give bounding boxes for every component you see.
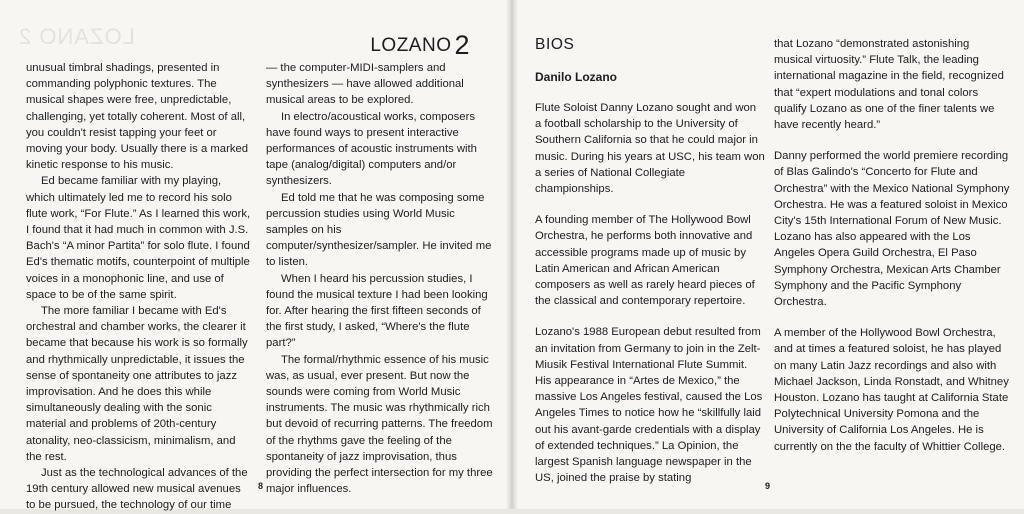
- paragraph: The more familiar I became with Ed's orchestral and chamber works, the clearer it became that because his work is so formally and rhythmically unpredictable, it issues the sense of spontaneity one attributes to jazz improvisation. And he does this while simultaneously dealing with the sonic material and problems of 20th-century atonality, neo-classicism, minimalism, and the rest.: [26, 305, 248, 463]
- bio-name-heading: Danilo Lozano: [535, 70, 617, 84]
- right-column-2: [774, 36, 1010, 455]
- page-title-text: LOZANO: [370, 35, 452, 56]
- paragraph: Just as the technological advances of the 19th century allowed new musical avenues to be pursued, the technology of our time: [26, 467, 248, 512]
- right-page: [512, 0, 1024, 509]
- paragraph: A member of the Hollywood Bowl Orchestra, and at times a featured soloist, he has played on many Latin Jazz recordings and also with Michael Jackson, Linda Ronstadt, and Whitney Houston. Lozano has taught at California State Polytechnical University Pomona and the University of California Los Angeles. He is currently on the the faculty of Whittier College.: [774, 327, 1009, 453]
- left-column-2: [266, 60, 494, 497]
- left-column-1: [26, 60, 252, 514]
- page-number: 8: [258, 481, 264, 491]
- page-number: 9: [765, 481, 771, 491]
- paragraph: When I heard his percussion studies, I found the musical texture I had been looking for. After hearing the first fifteen seconds of the first study, I asked, “Where's the flute part?”: [266, 272, 488, 350]
- paragraph: Danny performed the world premiere recording of Blas Galindo's “Concerto for Flute and Orchestra” with the Mexico National Symphony Orchestra. He was a featured soloist in Mexico City's 15th International Forum of New Music. Lozano has also appeared with the Los Angeles Opera Guild Orchestra, El Paso Symphony Orchestra, Mexican Arts Chamber Symphony and the Pacific Symphony Orchestra.: [774, 150, 1010, 309]
- book-gutter: [506, 0, 518, 509]
- paragraph: that Lozano “demonstrated astonishing musical virtuosity.” Flute Talk, the leading international magazine in the field, recognized that “expert modulations and tonal colors qualify Lozano as one of the finer talents we have recently heard.”: [774, 38, 1004, 132]
- paragraph: Lozano's 1988 European debut resulted from an invitation from Germany to join in the Zelt-Miusik Festival International Flute Summit. His appearance in “Artes de Mexico,” the massive Los Angeles festival, caused the Los Angeles Times to notice how he “skillfully laid out his avant-garde credentials with a display of extended techniques.” La Opinion, the largest Spanish language newspaper in the US, joined the praise by stating: [535, 326, 763, 485]
- paragraph: A founding member of The Hollywood Bowl Orchestra, he performs both innovative and accessible programs made up of music by Latin American and African American composers as well as rarely heard pieces of the classical and contemporary repertoire.: [535, 214, 755, 308]
- paragraph: Ed told me that he was composing some percussion studies using World Music samples on his computer/synthesizer/sampler. He invited me to listen.: [266, 191, 492, 269]
- page-title: [370, 30, 470, 61]
- paragraph: In electro/acoustical works, composers have found ways to present interactive performances of acoustic instruments with tape (analog/digital) computers and/or synthesizers.: [266, 110, 477, 188]
- right-column-1: [535, 100, 765, 486]
- paragraph: Ed became familiar with my playing, which ultimately led me to record his solo flute work, “For Flute.” As I learned this work, I found that it had much in common with J.S. Bach's “A minor Partita” for solo flute. I found Ed's thematic motifs, counterpoint of multiple voices in a monophonic line, and use of space to be of the same spirit.: [26, 175, 251, 301]
- paragraph: Flute Soloist Danny Lozano sought and won a football scholarship to the University of Southern California so that he could major in music. During his years at USC, his team won a series of National Collegiate championships.: [535, 102, 765, 196]
- page-title-number: 2: [454, 30, 470, 60]
- section-title: BIOS: [535, 36, 575, 53]
- paragraph: The formal/rhythmic essence of his music was, as usual, ever present. But now the sounds were coming from World Music instruments. The music was rhythmically rich but devoid of recurring patterns. The freedom of the rhythms gave the feeling of the spontaneity of jazz improvisation, thus providing the perfect intersection for my three major influences.: [266, 353, 493, 496]
- left-page: [0, 0, 512, 512]
- paragraph: unusual timbral shadings, presented in commanding polyphonic textures. The musical shapes were free, unpredictable, challenging, yet totally coherent. Most of all, you couldn't resist tapping your feet or moving your body. Usually there is a marked kinetic response to his music.: [26, 62, 249, 172]
- paragraph: — the computer-MIDI-samplers and synthesizers — have allowed additional musical areas to be explored.: [266, 62, 464, 107]
- show-through-title: LOZANO 2: [18, 24, 135, 49]
